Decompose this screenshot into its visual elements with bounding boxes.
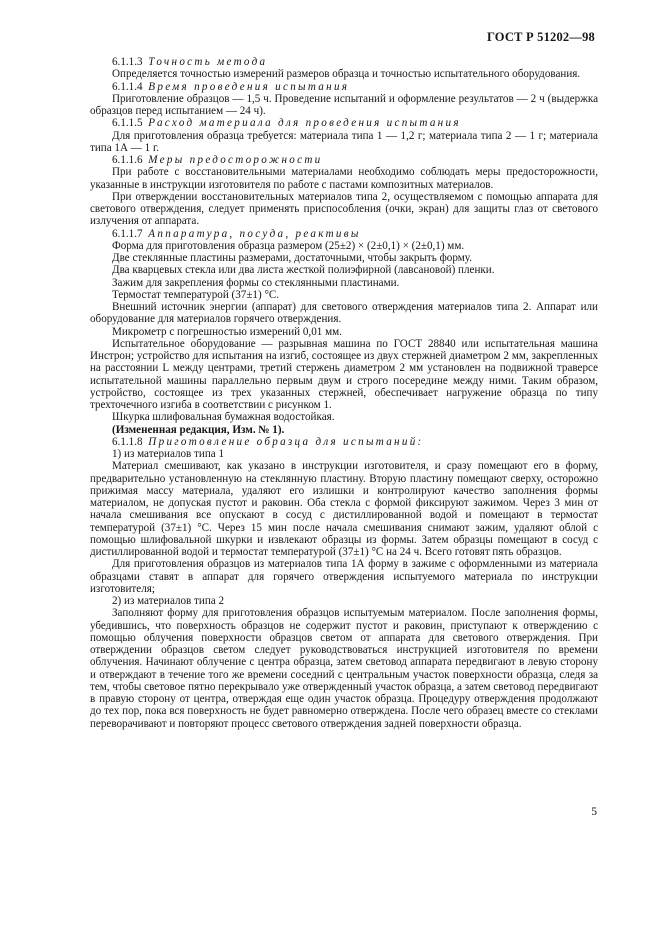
section-title: Расход материала для проведения испытания xyxy=(148,117,461,130)
section-title: Приготовление образца для испытаний: xyxy=(148,435,424,448)
paragraph: Микрометр с погрешностью измерений 0,01 мм. xyxy=(112,325,342,338)
paragraph: Зажим для закрепления формы со стеклянными пластинами. xyxy=(112,276,400,289)
section-number: 6.1.1.5 xyxy=(112,117,143,130)
paragraph: Приготовление образцов — 1,5 ч. Проведение испытаний и оформление результатов — 2 ч (выдержка образцов перед испытанием — 24 ч). xyxy=(90,92,598,117)
paragraph: Испытательное оборудование — разрывная машина по ГОСТ 28840 или испытательная машина Инстрон; устройство для испытания на изгиб, состоящее из двух стержней диаметром 2 мм, закрепленных на расстоянии L между центрами, третий стержень диаметром 2 мм установлен на подвижной траверсе испытательной машины параллельно первым двум и строго посередине между ними. Таким образом, устройство, состоящее из трех указанных стержней, обеспечивает нагружение образца по типу трехточечного изгиба в соответствии с рисунком 1. xyxy=(90,337,598,411)
paragraph: 1) из материалов типа 1 xyxy=(112,448,225,460)
section-number: 6.1.1.3 xyxy=(112,56,143,68)
section-number: 6.1.1.8 xyxy=(112,435,143,448)
section-number: 6.1.1.4 xyxy=(112,80,143,93)
paragraph: Форма для приготовления образца размером (25±2) × (2±0,1) × (2±0,1) мм. xyxy=(112,239,465,252)
section-title: Точность метода xyxy=(148,56,268,68)
section-heading xyxy=(90,81,598,93)
document-standard-number: ГОСТ Р 51202—98 xyxy=(486,30,595,44)
section-heading xyxy=(90,117,598,129)
paragraph: Для приготовления образцов из материалов типа 1А форму в зажиме с оформленными из материала образцами ставят в аппарат для горячего отверждения испытуемого материала по инструкции изготовителя; xyxy=(90,558,598,595)
paragraph: При отверждении восстановительных материалов типа 2, осуществляемом с помощью аппарата для светового отверждения, следует применять приспособления (очки, экран) для защиты глаз от светового излучения от аппарата. xyxy=(90,190,598,228)
section-heading xyxy=(90,436,598,448)
paragraph: Два кварцевых стекла или два листа жесткой полиэфирной (лавсановой) пленки. xyxy=(112,264,495,277)
paragraph: 2) из материалов типа 2 xyxy=(112,595,225,607)
paragraph: Термостат температурой (37±1) °С. xyxy=(112,288,280,301)
page-number: 5 xyxy=(591,806,597,818)
paragraph: Шкурка шлифовальная бумажная водостойкая. xyxy=(112,411,335,424)
paragraph: При работе с восстановительными материалами необходимо соблюдать меры предосторожности, указанные в инструкции изготовителя по работе с пастами композитных материалов. xyxy=(90,166,598,191)
amendment-note: (Измененная редакция, Изм. № 1). xyxy=(112,423,285,436)
paragraph: Материал смешивают, как указано в инструкции изготовителя, и сразу помещают его в форму, предварительно установленную на стеклянную пластину. Вторую пластину помещают сверху, осторожно прижимая массу материала, удаляют его излишки и контролируют качество заполнения формы материалом, не допуская пустот и раковин. Оба стекла с формой фиксируют зажимом. Через 3 мин от начала смешивания все опускают в сосуд с дистиллированной водой и помещают в термостат температурой (37±1) °С. Через 15 мин после начала смешивания снимают зажим, удаляют облой с помощью шлифовальной шкурки и извлекают образцы из формы. Затем образцы помещают в сосуд с дистиллированной водой и термостат температурой (37±1) °С на 24 ч. Всего готовят пять образцов. xyxy=(90,460,598,558)
section-title: Меры предосторожности xyxy=(148,154,323,166)
section-heading xyxy=(90,154,598,166)
section-heading xyxy=(90,56,598,68)
section-heading xyxy=(90,228,598,240)
paragraph: Внешний источник энергии (аппарат) для светового отверждения материалов типа 2. Аппарат или оборудование для материалов горячего отверждения. xyxy=(90,301,598,326)
paragraph: Две стеклянные пластины размерами, достаточными, чтобы закрыть форму. xyxy=(112,252,472,264)
section-number: 6.1.1.7 xyxy=(112,227,143,240)
paragraph: Заполняют форму для приготовления образцов испытуемым материалом. После заполнения формы, убедившись, что поверхность образцов не содержит пустот и раковин, приступают к отверждению с помощью облучения поверхности образцов светом от аппарата для светового отверждения. При отверждении образцов светом следует руководствоваться инструкцией изготовителя по времени облучения. Начинают облучение с центра образца, затем световод аппарата передвигают в левую сторону и отверждают в течение того же времени соседний с центральным участок поверхности образца, следя за тем, чтобы световое пятно перекрывало уже отвержденный участок образца, а затем световод передвигают в правую сторону от центра, отверждая еще один участок образца. Процедуру отверждения продолжают до тех пор, пока вся поверхность не будет равномерно отверждена. После чего образец вместе со стеклами переворачивают и повторяют процесс светового отверждения задней поверхности образца. xyxy=(90,607,598,730)
document-body xyxy=(90,56,598,730)
section-title: Время проведения испытания xyxy=(148,80,350,93)
paragraph: Для приготовления образца требуется: материала типа 1 — 1,2 г; материала типа 2 — 1 г; материала типа 1А — 1 г. xyxy=(90,129,598,154)
section-title: Аппаратура, посуда, реактивы xyxy=(148,227,361,240)
section-number: 6.1.1.6 xyxy=(112,154,143,166)
paragraph: Определяется точностью измерений размеров образца и точностью испытательного оборудования. xyxy=(112,68,581,81)
